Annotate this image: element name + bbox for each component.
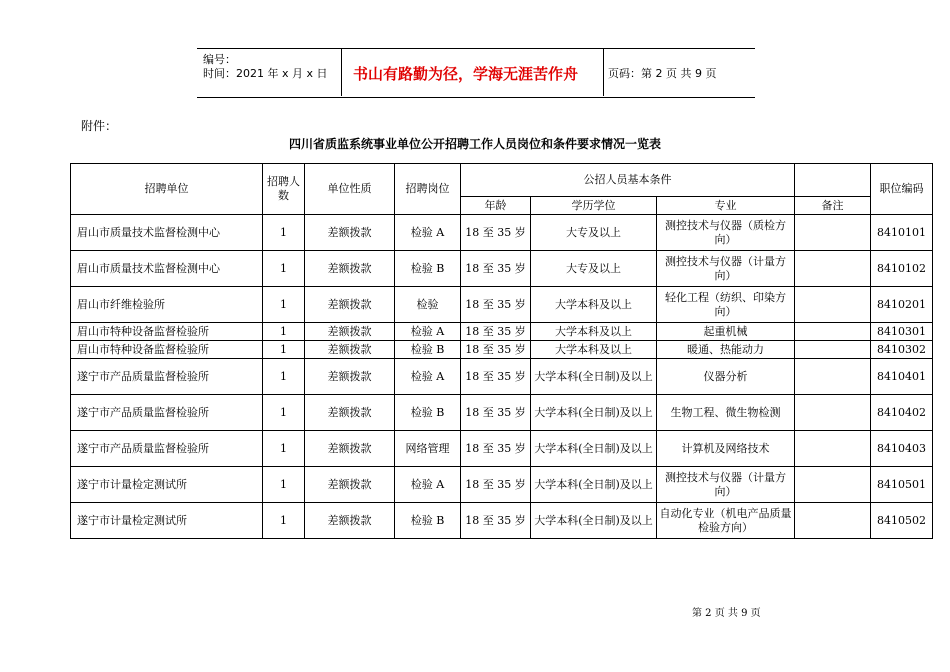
cell-age: 18 至 35 岁 [461, 395, 531, 431]
cell-unit: 眉山市特种设备监督检验所 [71, 341, 263, 359]
cell-age: 18 至 35 岁 [461, 287, 531, 323]
header-count: 招聘人数 [263, 164, 305, 215]
header-motto: 书山有路勤为径，学海无涯苦作舟 [353, 65, 579, 83]
cell-note [795, 323, 871, 341]
cell-post: 检验 A [395, 359, 461, 395]
cell-unit: 眉山市质量技术监督检测中心 [71, 215, 263, 251]
header-unit: 招聘单位 [71, 164, 263, 215]
cell-code: 8410301 [871, 323, 933, 341]
header-meta [197, 49, 338, 97]
cell-code: 8410403 [871, 431, 933, 467]
cell-code: 8410501 [871, 467, 933, 503]
cell-count: 1 [263, 467, 305, 503]
cell-count: 1 [263, 287, 305, 323]
cell-major: 暖通、热能动力 [657, 341, 795, 359]
page-title: 四川省质监系统事业单位公开招聘工作人员岗位和条件要求情况一览表 [288, 137, 661, 151]
cell-nature: 差额拨款 [305, 359, 395, 395]
cell-major: 起重机械 [657, 323, 795, 341]
cell-nature: 差额拨款 [305, 251, 395, 287]
page-info: 页码：第 2 页 共 9 页 [608, 67, 717, 80]
header-nature: 单位性质 [305, 164, 395, 215]
cell-code: 8410401 [871, 359, 933, 395]
cell-code: 8410302 [871, 341, 933, 359]
cell-nature: 差额拨款 [305, 395, 395, 431]
cell-education: 大学本科(全日制)及以上 [531, 359, 657, 395]
cell-education: 大学本科及以上 [531, 323, 657, 341]
cell-note [795, 287, 871, 323]
table-row [71, 395, 933, 431]
recruitment-table [70, 163, 933, 539]
cell-nature: 差额拨款 [305, 341, 395, 359]
cell-note [795, 395, 871, 431]
header-blank [795, 164, 871, 197]
cell-unit: 遂宁市计量检定测试所 [71, 467, 263, 503]
table-row [71, 287, 933, 323]
cell-major: 计算机及网络技术 [657, 431, 795, 467]
cell-major: 轻化工程（纺织、印染方向） [657, 287, 795, 323]
cell-note [795, 215, 871, 251]
cell-count: 1 [263, 215, 305, 251]
cell-post: 检验 A [395, 467, 461, 503]
header-post: 招聘岗位 [395, 164, 461, 215]
cell-age: 18 至 35 岁 [461, 359, 531, 395]
cell-age: 18 至 35 岁 [461, 341, 531, 359]
cell-nature: 差额拨款 [305, 287, 395, 323]
cell-note [795, 431, 871, 467]
cell-education: 大学本科(全日制)及以上 [531, 395, 657, 431]
cell-count: 1 [263, 359, 305, 395]
header-conditions: 公招人员基本条件 [461, 164, 795, 197]
cell-code: 8410201 [871, 287, 933, 323]
cell-count: 1 [263, 323, 305, 341]
cell-count: 1 [263, 503, 305, 539]
cell-age: 18 至 35 岁 [461, 431, 531, 467]
cell-code: 8410102 [871, 251, 933, 287]
cell-code: 8410402 [871, 395, 933, 431]
cell-nature: 差额拨款 [305, 431, 395, 467]
table-row [71, 503, 933, 539]
date-label: 时间：2021 年 x 月 x 日 [203, 67, 328, 80]
cell-note [795, 467, 871, 503]
cell-age: 18 至 35 岁 [461, 323, 531, 341]
cell-count: 1 [263, 341, 305, 359]
cell-education: 大学本科及以上 [531, 287, 657, 323]
cell-unit: 遂宁市产品质量监督检验所 [71, 431, 263, 467]
table-row [71, 341, 933, 359]
page-footer: 第 2 页 共 9 页 [692, 608, 761, 619]
cell-note [795, 341, 871, 359]
cell-unit: 眉山市纤维检验所 [71, 287, 263, 323]
cell-major: 自动化专业（机电产品质量检验方向） [657, 503, 795, 539]
table-row [71, 251, 933, 287]
cell-unit: 眉山市质量技术监督检测中心 [71, 251, 263, 287]
cell-code: 8410502 [871, 503, 933, 539]
attachment-label: 附件： [81, 119, 118, 133]
header-divider [603, 48, 604, 96]
cell-unit: 遂宁市产品质量监督检验所 [71, 395, 263, 431]
cell-major: 生物工程、微生物检测 [657, 395, 795, 431]
cell-major: 测控技术与仪器（计量方向） [657, 251, 795, 287]
table-row [71, 215, 933, 251]
cell-post: 检验 A [395, 215, 461, 251]
cell-age: 18 至 35 岁 [461, 503, 531, 539]
cell-education: 大专及以上 [531, 215, 657, 251]
cell-count: 1 [263, 431, 305, 467]
cell-count: 1 [263, 395, 305, 431]
cell-code: 8410101 [871, 215, 933, 251]
header-major: 专业 [657, 197, 795, 215]
cell-post: 检验 B [395, 251, 461, 287]
cell-education: 大专及以上 [531, 251, 657, 287]
cell-nature: 差额拨款 [305, 503, 395, 539]
cell-unit: 遂宁市计量检定测试所 [71, 503, 263, 539]
cell-age: 18 至 35 岁 [461, 251, 531, 287]
table-row [71, 323, 933, 341]
cell-nature: 差额拨款 [305, 323, 395, 341]
cell-education: 大学本科(全日制)及以上 [531, 503, 657, 539]
document-header [197, 48, 755, 98]
table-row [71, 359, 933, 395]
cell-education: 大学本科(全日制)及以上 [531, 467, 657, 503]
cell-note [795, 359, 871, 395]
cell-nature: 差额拨款 [305, 215, 395, 251]
cell-unit: 眉山市特种设备监督检验所 [71, 323, 263, 341]
number-label: 编号： [203, 53, 236, 66]
cell-count: 1 [263, 251, 305, 287]
cell-post: 检验 [395, 287, 461, 323]
cell-post: 检验 B [395, 395, 461, 431]
cell-education: 大学本科(全日制)及以上 [531, 431, 657, 467]
cell-post: 网络管理 [395, 431, 461, 467]
header-code: 职位编码 [871, 164, 933, 215]
cell-post: 检验 B [395, 341, 461, 359]
cell-note [795, 251, 871, 287]
cell-major: 测控技术与仪器（质检方向） [657, 215, 795, 251]
cell-age: 18 至 35 岁 [461, 215, 531, 251]
cell-unit: 遂宁市产品质量监督检验所 [71, 359, 263, 395]
header-education: 学历学位 [531, 197, 657, 215]
cell-education: 大学本科及以上 [531, 341, 657, 359]
table-row [71, 467, 933, 503]
cell-note [795, 503, 871, 539]
cell-major: 测控技术与仪器（计量方向） [657, 467, 795, 503]
cell-post: 检验 A [395, 323, 461, 341]
cell-major: 仪器分析 [657, 359, 795, 395]
header-age: 年龄 [461, 197, 531, 215]
header-divider [341, 48, 342, 96]
header-note: 备注 [795, 197, 871, 215]
cell-post: 检验 B [395, 503, 461, 539]
cell-nature: 差额拨款 [305, 467, 395, 503]
table-row [71, 431, 933, 467]
cell-age: 18 至 35 岁 [461, 467, 531, 503]
